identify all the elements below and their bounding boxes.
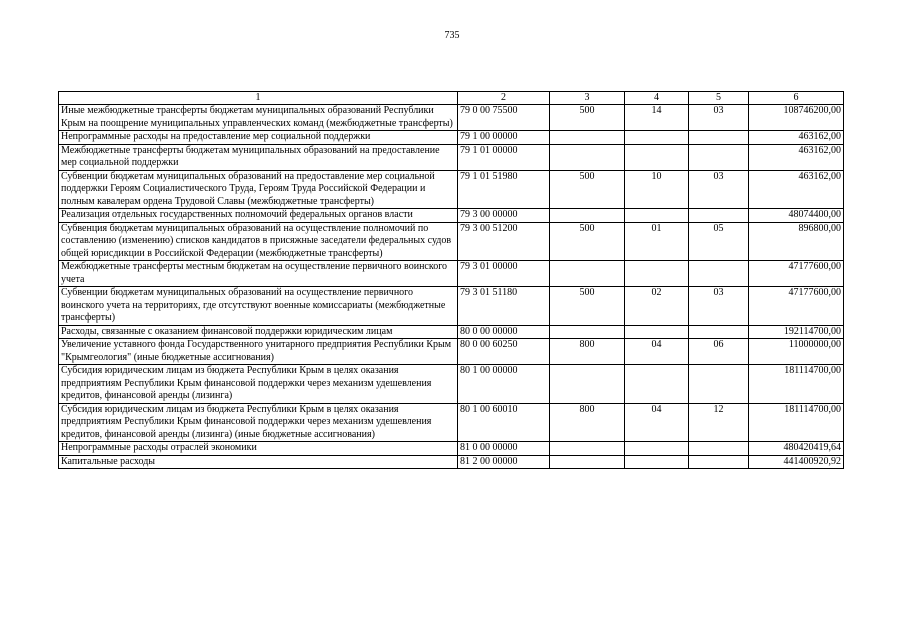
row-vr-cell: 500 [550, 222, 625, 261]
row-code-cell: 79 0 00 75500 [458, 105, 550, 131]
row-vr-cell [550, 365, 625, 404]
row-sum-cell: 463162,00 [749, 170, 844, 209]
page-number: 735 [444, 30, 460, 41]
row-vr-cell: 500 [550, 105, 625, 131]
row-vr-cell [550, 455, 625, 469]
header-cell: 2 [458, 92, 550, 105]
row-code-cell: 79 1 01 00000 [458, 144, 550, 170]
row-name-cell: Увеличение уставного фонда Государственного унитарного предприятия Республики Крым "Крымгеология" (иные бюджетные ассигнования) [59, 339, 458, 365]
row-name-cell: Субсидия юридическим лицам из бюджета Республики Крым в целях оказания предприятиям Республики Крым финансовой поддержки через механизм удешевления кредитов, финансовой аренды (лизинга) [59, 365, 458, 404]
row-pr-cell [689, 442, 749, 456]
row-code-cell: 80 0 00 00000 [458, 325, 550, 339]
row-sum-cell: 192114700,00 [749, 325, 844, 339]
row-name-cell: Капитальные расходы [59, 455, 458, 469]
header-cell: 6 [749, 92, 844, 105]
row-rz-cell [625, 261, 689, 287]
row-name-cell: Реализация отдельных государственных полномочий федеральных органов власти [59, 209, 458, 223]
header-cell: 5 [689, 92, 749, 105]
row-code-cell: 81 0 00 00000 [458, 442, 550, 456]
row-code-cell: 79 3 01 00000 [458, 261, 550, 287]
table-row [59, 403, 844, 442]
row-sum-cell: 181114700,00 [749, 365, 844, 404]
table-row [59, 325, 844, 339]
row-name-cell: Межбюджетные трансферты бюджетам муниципальных образований на предоставление мер социальной поддержки [59, 144, 458, 170]
row-name-cell: Субсидия юридическим лицам из бюджета Республики Крым в целях оказания предприятиям Республики Крым финансовой поддержки через механизм удешевления кредитов, финансовой аренды (лизинга) (иные бюджетные ассигнования) [59, 403, 458, 442]
row-pr-cell: 03 [689, 105, 749, 131]
row-rz-cell [625, 365, 689, 404]
row-vr-cell: 800 [550, 339, 625, 365]
row-name-cell: Иные межбюджетные трансферты бюджетам муниципальных образований Республики Крым на поощрение муниципальных управленческих команд (межбюджетные трансферты) [59, 105, 458, 131]
row-code-cell: 79 3 00 00000 [458, 209, 550, 223]
row-code-cell: 79 1 00 00000 [458, 131, 550, 145]
row-pr-cell: 12 [689, 403, 749, 442]
row-rz-cell: 04 [625, 403, 689, 442]
table-row [59, 131, 844, 145]
row-sum-cell: 181114700,00 [749, 403, 844, 442]
row-vr-cell [550, 442, 625, 456]
table-row [59, 209, 844, 223]
row-rz-cell: 02 [625, 287, 689, 326]
row-name-cell: Субвенции бюджетам муниципальных образований на осуществление первичного воинского учета на территориях, где отсутствуют военные комиссариаты (межбюджетные трансферты) [59, 287, 458, 326]
table-row [59, 365, 844, 404]
table-row [59, 339, 844, 365]
row-sum-cell: 47177600,00 [749, 261, 844, 287]
row-vr-cell: 800 [550, 403, 625, 442]
row-code-cell: 81 2 00 00000 [458, 455, 550, 469]
row-sum-cell: 47177600,00 [749, 287, 844, 326]
row-sum-cell: 480420419,64 [749, 442, 844, 456]
row-rz-cell [625, 131, 689, 145]
row-name-cell: Непрограммные расходы отраслей экономики [59, 442, 458, 456]
row-vr-cell [550, 261, 625, 287]
row-rz-cell: 01 [625, 222, 689, 261]
row-pr-cell [689, 365, 749, 404]
row-pr-cell [689, 455, 749, 469]
row-pr-cell: 05 [689, 222, 749, 261]
table-row [59, 222, 844, 261]
row-sum-cell: 441400920,92 [749, 455, 844, 469]
table-row [59, 261, 844, 287]
table-header-row [59, 92, 844, 105]
row-vr-cell: 500 [550, 170, 625, 209]
budget-table [58, 91, 844, 469]
header-cell: 1 [59, 92, 458, 105]
row-rz-cell: 10 [625, 170, 689, 209]
row-pr-cell [689, 131, 749, 145]
header-cell: 4 [625, 92, 689, 105]
row-pr-cell: 06 [689, 339, 749, 365]
row-name-cell: Субвенции бюджетам муниципальных образований на предоставление мер социальной поддержки Героям Социалистического Труда, Героям Труда Российской Федерации и полным кавалерам ордена Трудовой Славы (межбюджетные трансферты) [59, 170, 458, 209]
row-code-cell: 80 1 00 00000 [458, 365, 550, 404]
row-name-cell: Непрограммные расходы на предоставление мер социальной поддержки [59, 131, 458, 145]
row-sum-cell: 463162,00 [749, 144, 844, 170]
row-vr-cell [550, 144, 625, 170]
row-name-cell: Межбюджетные трансферты местным бюджетам на осуществление первичного воинского учета [59, 261, 458, 287]
row-pr-cell [689, 144, 749, 170]
table-row [59, 144, 844, 170]
budget-table-body [59, 92, 844, 469]
row-rz-cell [625, 325, 689, 339]
table-row [59, 287, 844, 326]
header-cell: 3 [550, 92, 625, 105]
row-pr-cell: 03 [689, 287, 749, 326]
row-code-cell: 79 1 01 51980 [458, 170, 550, 209]
row-vr-cell [550, 209, 625, 223]
row-rz-cell [625, 209, 689, 223]
row-sum-cell: 11000000,00 [749, 339, 844, 365]
row-rz-cell [625, 455, 689, 469]
row-pr-cell [689, 325, 749, 339]
row-vr-cell [550, 325, 625, 339]
row-name-cell: Субвенция бюджетам муниципальных образований на осуществление полномочий по составлению (изменению) списков кандидатов в присяжные заседатели федеральных судов общей юрисдикции в Российской Федерации (межбюджетные трансферты) [59, 222, 458, 261]
table-row [59, 442, 844, 456]
row-sum-cell: 896800,00 [749, 222, 844, 261]
row-pr-cell [689, 209, 749, 223]
row-sum-cell: 108746200,00 [749, 105, 844, 131]
row-sum-cell: 463162,00 [749, 131, 844, 145]
row-code-cell: 80 1 00 60010 [458, 403, 550, 442]
table-row [59, 105, 844, 131]
row-name-cell: Расходы, связанные с оказанием финансовой поддержки юридическим лицам [59, 325, 458, 339]
table-row [59, 170, 844, 209]
table-row [59, 455, 844, 469]
row-rz-cell [625, 442, 689, 456]
row-vr-cell [550, 131, 625, 145]
row-rz-cell [625, 144, 689, 170]
row-code-cell: 79 3 01 51180 [458, 287, 550, 326]
row-pr-cell: 03 [689, 170, 749, 209]
row-vr-cell: 500 [550, 287, 625, 326]
row-pr-cell [689, 261, 749, 287]
row-code-cell: 80 0 00 60250 [458, 339, 550, 365]
row-code-cell: 79 3 00 51200 [458, 222, 550, 261]
row-rz-cell: 14 [625, 105, 689, 131]
row-rz-cell: 04 [625, 339, 689, 365]
row-sum-cell: 48074400,00 [749, 209, 844, 223]
